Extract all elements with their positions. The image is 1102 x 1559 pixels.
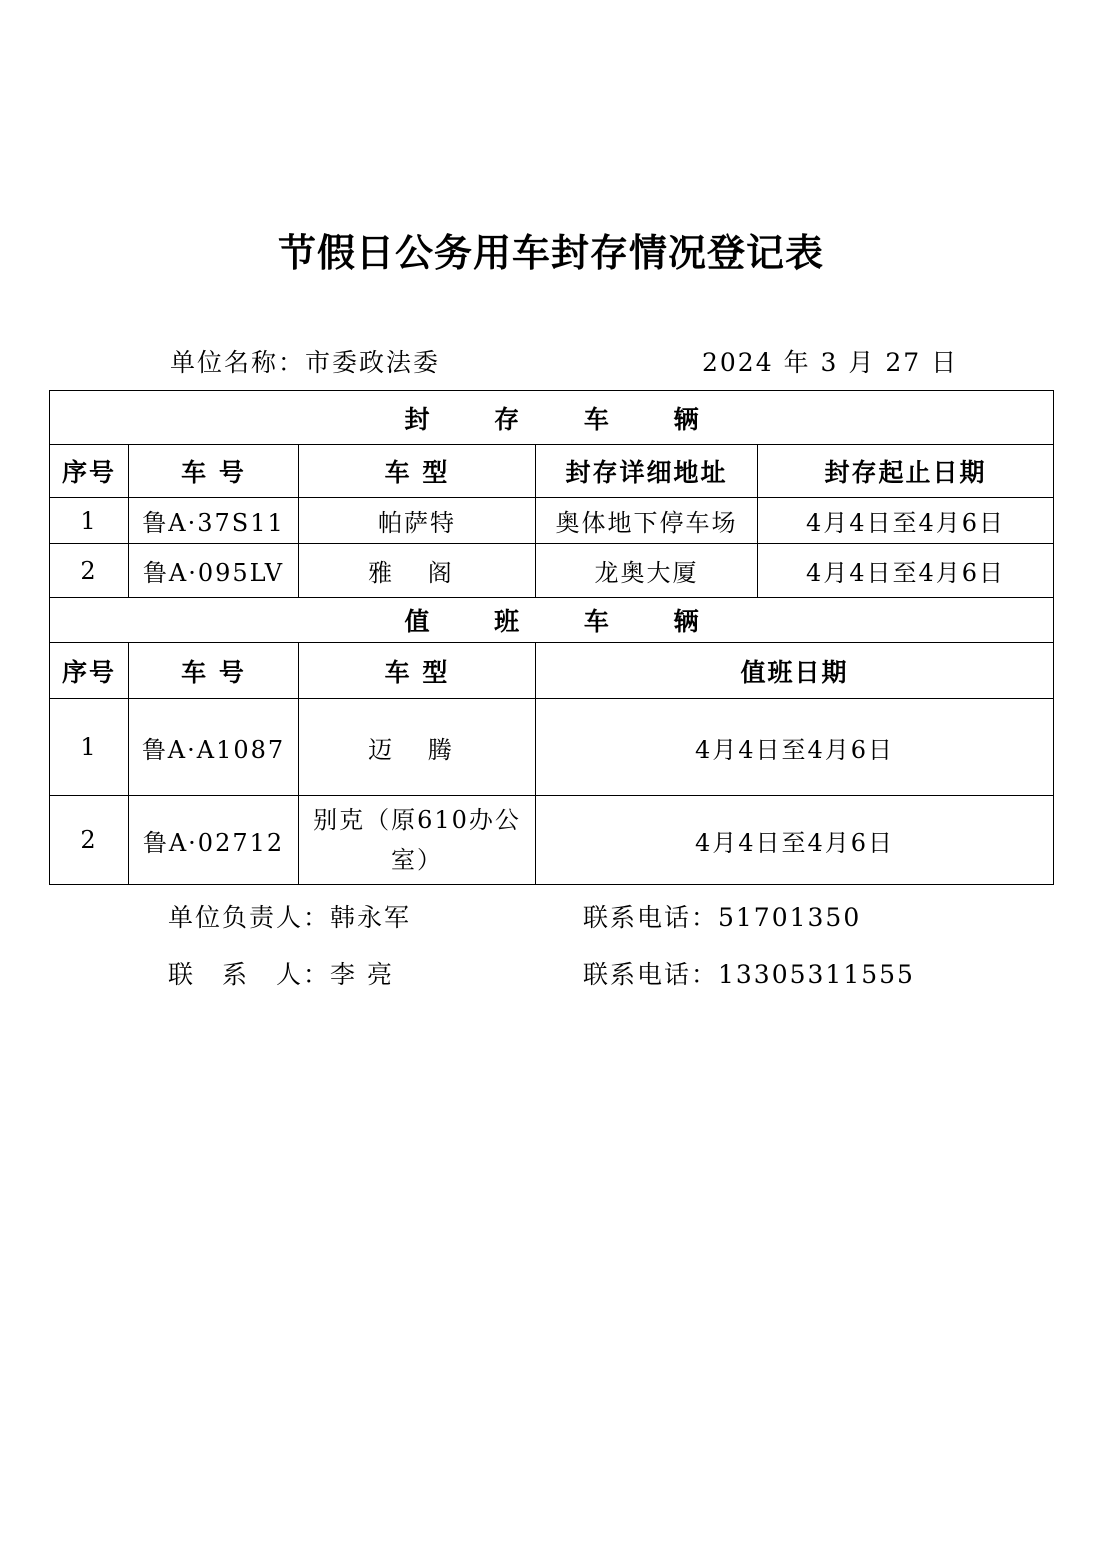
sealed-row1-address: 奥体地下停车场: [536, 498, 758, 544]
page-title: 节假日公务用车封存情况登记表: [277, 231, 824, 275]
responsible-person: 单位负责人：韩永军: [168, 903, 412, 932]
table-row: [50, 544, 1054, 598]
sealed-row1-no: 1: [50, 498, 129, 544]
contact-person: 联 系 人：李 亮: [168, 960, 394, 989]
sealed-section-title: 封 存 车 辆: [50, 391, 1054, 445]
sealed-header-model: 车 型: [299, 445, 536, 498]
duty-row2-plate: 鲁A·02712: [129, 796, 299, 885]
duty-row2-model: 别克（原610办公室）: [299, 796, 536, 885]
sealed-header-plate: 车 号: [129, 445, 299, 498]
duty-row2-no: 2: [50, 796, 129, 885]
duty-header-period: 值班日期: [536, 643, 1054, 699]
duty-row1-model: 迈 腾: [299, 699, 536, 796]
duty-header-plate: 车 号: [129, 643, 299, 699]
sealed-header-no: 序号: [50, 445, 129, 498]
sealed-header-period: 封存起止日期: [758, 445, 1054, 498]
sealed-row2-model: 雅 阁: [299, 544, 536, 598]
duty-header-no: 序号: [50, 643, 129, 699]
duty-section-title: 值 班 车 辆: [50, 598, 1054, 643]
sealed-row1-period: 4月4日至4月6日: [758, 498, 1054, 544]
duty-row1-no: 1: [50, 699, 129, 796]
register-table: [49, 390, 1054, 885]
unit-name: 单位名称：市委政法委: [170, 348, 441, 377]
duty-header-model: 车 型: [299, 643, 536, 699]
contact-phone: 联系电话：13305311555: [583, 960, 915, 989]
responsible-phone: 联系电话：51701350: [583, 903, 862, 932]
sealed-row2-period: 4月4日至4月6日: [758, 544, 1054, 598]
sealed-row1-model: 帕萨特: [299, 498, 536, 544]
sealed-row2-plate: 鲁A·095LV: [129, 544, 299, 598]
sealed-header-address: 封存详细地址: [536, 445, 758, 498]
table-row: [50, 796, 1054, 885]
sealed-row2-address: 龙奥大厦: [536, 544, 758, 598]
duty-row1-period: 4月4日至4月6日: [536, 699, 1054, 796]
table-row: [50, 498, 1054, 544]
table-row: [50, 699, 1054, 796]
duty-row1-plate: 鲁A·A1087: [129, 699, 299, 796]
sealed-row2-no: 2: [50, 544, 129, 598]
sealed-row1-plate: 鲁A·37S11: [129, 498, 299, 544]
duty-row2-period: 4月4日至4月6日: [536, 796, 1054, 885]
report-date: 2024 年 3 月 27 日: [702, 348, 959, 377]
